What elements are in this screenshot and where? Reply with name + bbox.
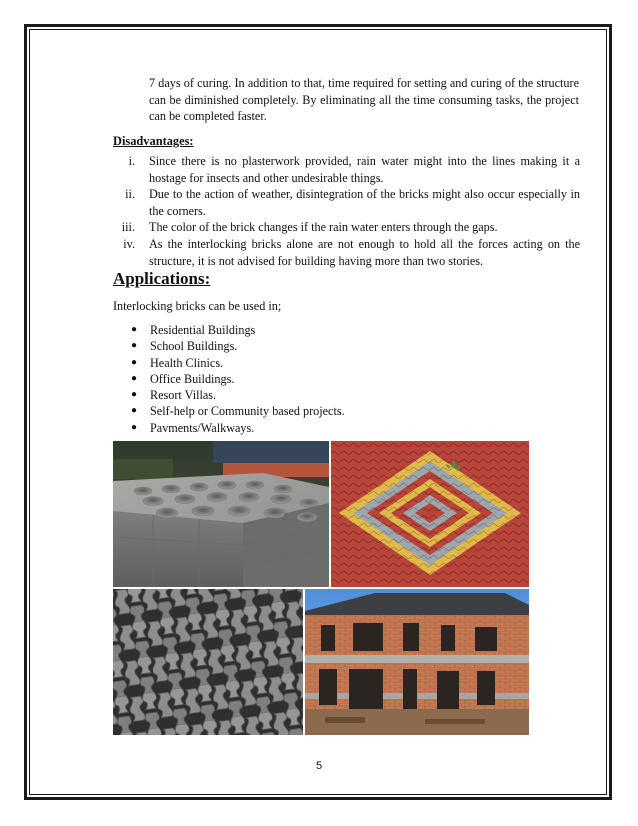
disadvantages-list [108,153,580,269]
bullet-icon: ● [131,356,138,368]
list-item [108,236,580,269]
list-item-number: iv. [123,236,135,251]
list-item-text: Due to the action of weather, disintegration of the bricks might also occur especially in the corners. [149,187,580,218]
list-item [108,186,580,219]
list-item [131,403,345,419]
list-item [131,355,345,371]
list-item-text: Resort Villas. [150,388,217,403]
bullet-icon: ● [131,389,138,401]
page-number: 5 [315,760,323,772]
bullet-icon: ● [131,340,138,352]
bullet-icon: ● [131,372,138,384]
list-item [131,387,345,403]
bullet-icon: ● [131,324,138,335]
list-item-text: Office Buildings. [150,371,235,386]
list-item-number: ii. [125,187,135,202]
interlocking-blocks-photo [113,441,329,587]
photo-collage [113,441,529,735]
grey-pavers-photo [113,589,303,735]
bullet-icon: ● [131,421,138,433]
applications-intro: Interlocking bricks can be used in; [113,299,282,313]
list-item [131,338,345,354]
list-item [108,153,580,186]
list-item [131,322,345,338]
list-item-number: iii. [121,220,135,235]
list-item [108,219,580,236]
list-item [131,420,345,436]
continuation-paragraph: 7 days of curing. In addition to that, time required for setting and curing of the structure can be diminished completely. By eliminating all the time consuming tasks, the project can be completed faster. [149,76,579,124]
applications-list [131,322,345,436]
brick-building-photo [305,589,529,735]
list-item-text: As the interlocking bricks alone are not enough to hold all the forces acting on the structure, it is not advised for building having more than two stories. [149,236,580,268]
list-item-text: Self-help or Community based projects. [150,404,345,419]
list-item-text: School Buildings. [150,339,238,354]
list-item-text: Since there is no plasterwork provided, rain water might into the lines making it a hostage for insects and other undesirable things. [149,154,580,185]
list-item-text: The color of the brick changes if the rain water enters through the gaps. [149,220,498,235]
paver-diamond-photo [331,441,529,587]
applications-heading: Applications: [113,269,211,288]
bullet-icon: ● [131,405,138,417]
disadvantages-heading: Disadvantages: [113,134,194,148]
list-item-number: i. [128,154,135,168]
list-item-text: Pavments/Walkways. [150,420,255,435]
list-item-text: Health Clinics. [150,355,224,370]
list-item [131,371,345,387]
list-item-text: Residential Buildings [150,323,256,337]
